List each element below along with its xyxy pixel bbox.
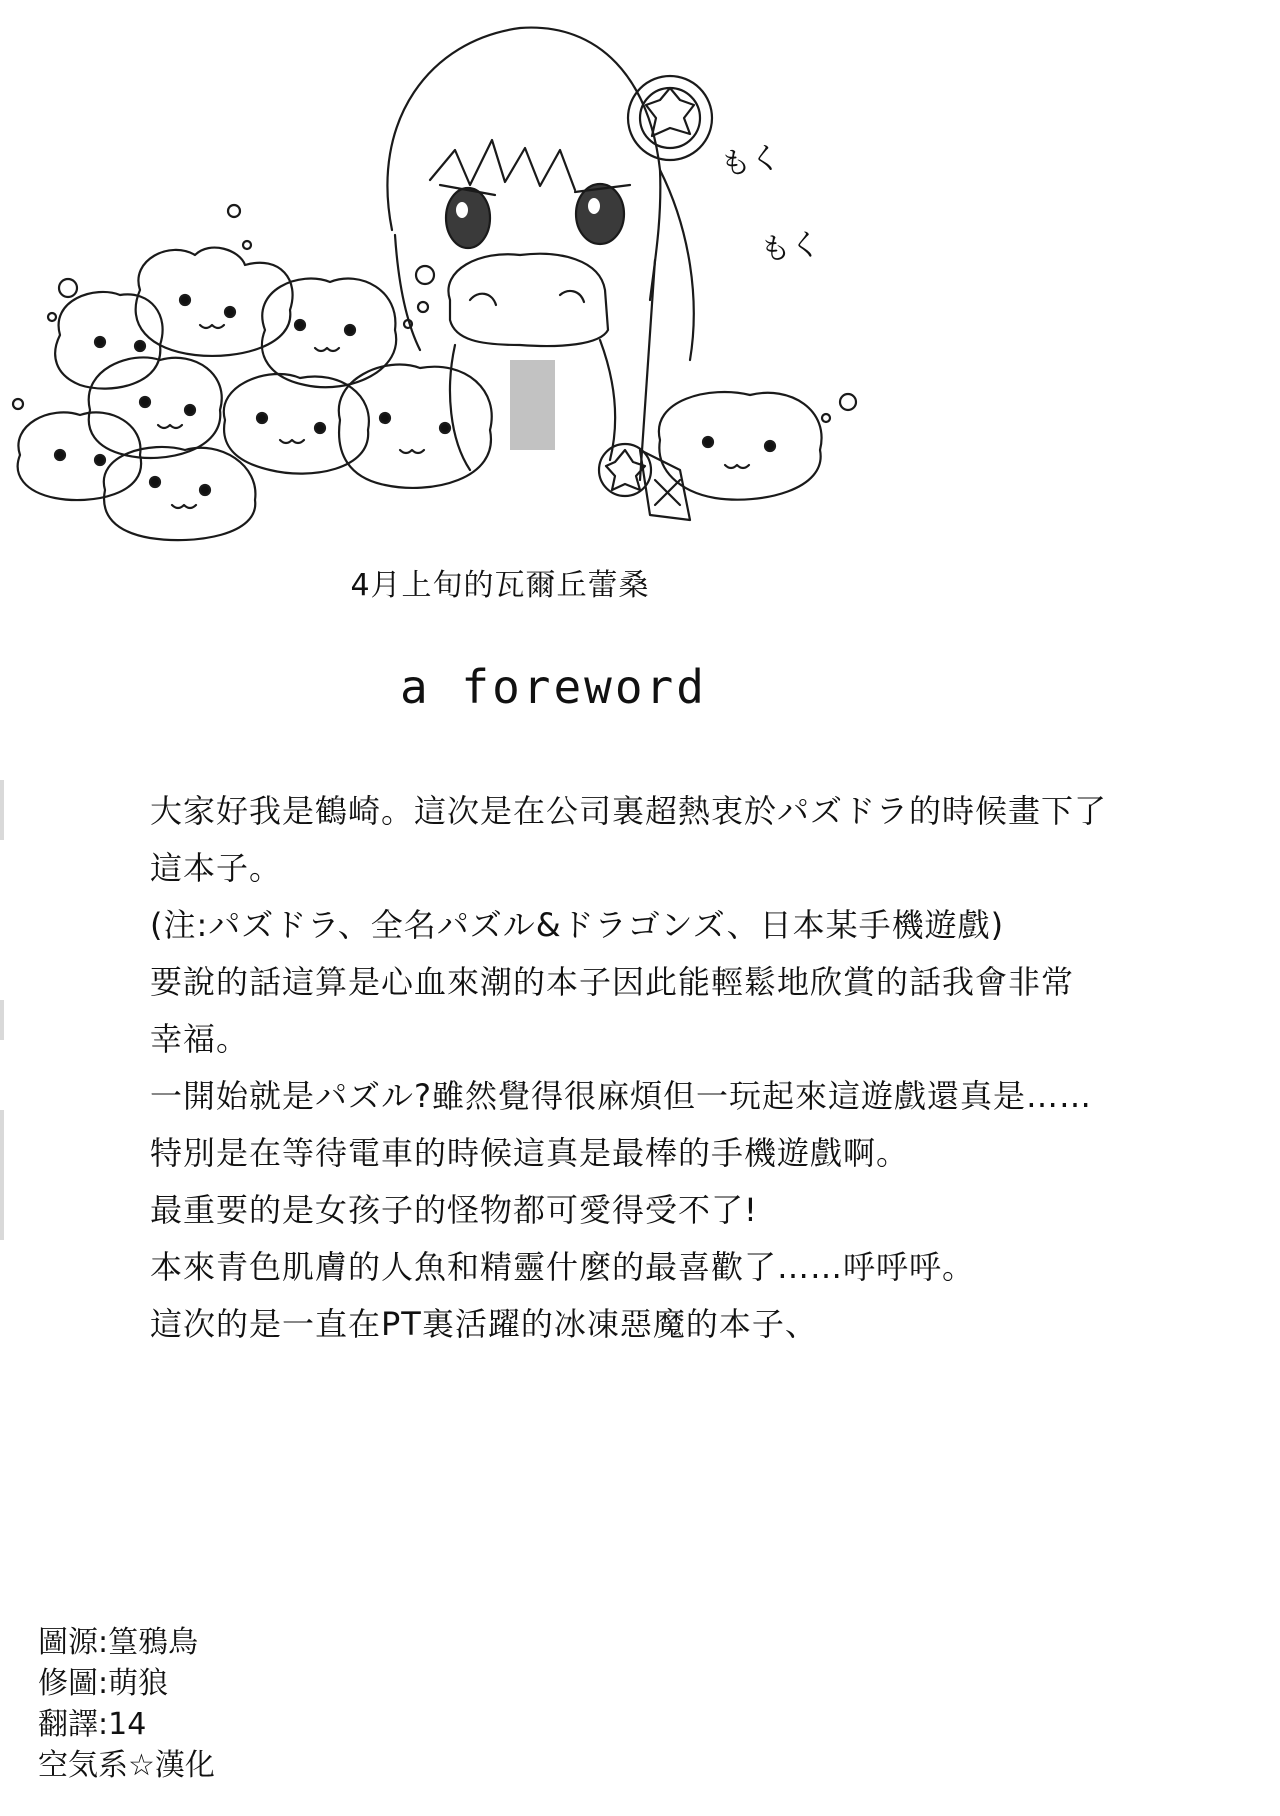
body-line: (注:パズドラ、全名パズル&ドラゴンズ、日本某手機遊戲): [150, 906, 1005, 944]
body-line: 幸福。: [150, 1020, 250, 1058]
margin-mark: [0, 780, 4, 840]
foreword-body: [150, 783, 1180, 1353]
translation-credits: [38, 1622, 215, 1786]
body-line: 特別是在等待電車的時候這真是最棒的手機遊戲啊。: [150, 1134, 910, 1172]
credit-translation: 翻譯:14: [38, 1707, 147, 1742]
illustration-caption: 4月上旬的瓦爾丘蕾桑: [350, 568, 650, 603]
bubble-group: [13, 205, 856, 422]
credit-retouch: 修圖:萌狼: [38, 1666, 169, 1701]
girl-figure: [387, 28, 712, 520]
body-line: 這本子。: [150, 849, 283, 887]
credit-group: 空気系☆漢化: [38, 1748, 215, 1783]
body-line: 一開始就是パズル?雖然覺得很麻煩但一玩起來這遊戲還真是……: [150, 1077, 1092, 1115]
margin-mark: [0, 1000, 4, 1040]
sound-effect-text: もく: [758, 226, 823, 269]
margin-mark: [0, 1110, 4, 1240]
credit-source: 圖源:篁鴉鳥: [38, 1625, 199, 1660]
body-line: 大家好我是鶴崎。這次是在公司裏超熱衷於パズドラ的時候畫下了: [150, 792, 1108, 830]
chibi-illustration: [0, 0, 880, 560]
body-line: 這次的是一直在PT裏活躍的冰凍惡魔的本子、: [150, 1305, 818, 1343]
foreword-heading: a foreword: [400, 660, 707, 714]
sound-effect-text: もく: [718, 139, 783, 183]
slime-pile: [18, 248, 822, 541]
body-line: 要說的話這算是心血來潮的本子因此能輕鬆地欣賞的話我會非常: [150, 963, 1075, 1001]
body-line: 本來青色肌膚的人魚和精靈什麼的最喜歡了……呼呼呼。: [150, 1248, 976, 1286]
body-line: 最重要的是女孩子的怪物都可愛得受不了!: [150, 1191, 758, 1229]
